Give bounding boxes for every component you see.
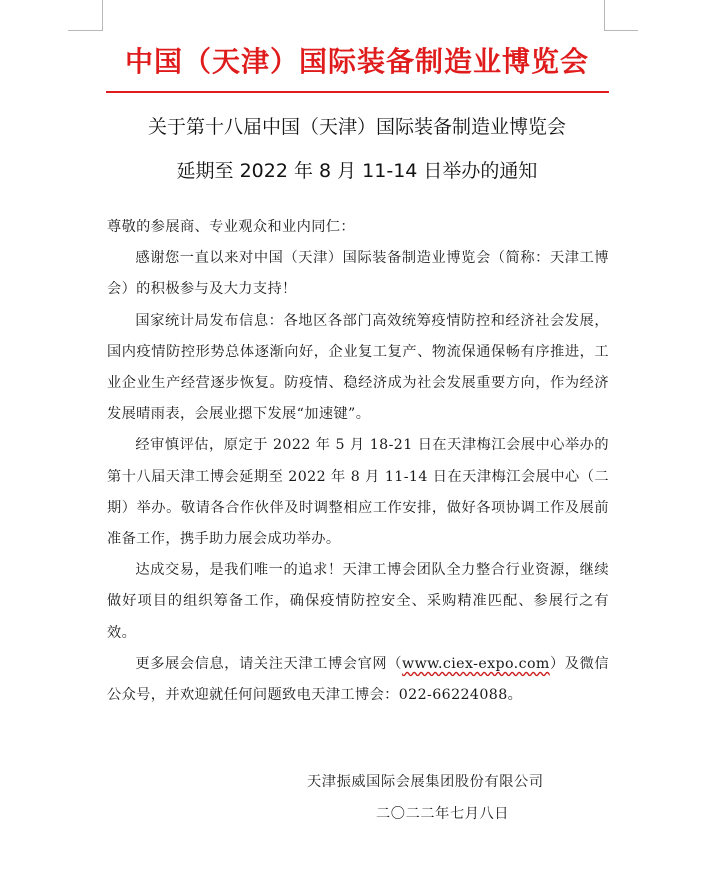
salutation: 尊敬的参展商、专业观众和业内同仁： [107,219,355,235]
signature-company: 天津振威国际会展集团股份有限公司 [307,774,544,790]
crop-mark [102,0,103,31]
contact-text-after: ）及微信公众号，并欢迎就任何问题致电天津工博会：022-66224088。 [107,655,610,704]
crop-mark [68,30,102,31]
website-link[interactable]: www.ciex-expo.com [402,655,550,672]
paragraph-contact [107,649,609,711]
paragraph-background: 国家统计局发布信息：各地区各部门高效统筹疫情防控和经济社会发展，国内疫情防控形势总体逐渐向好，企业复工复产、物流保通保畅有序推进，工业企业生产经营逐步恢复。防疫情、稳经济成为社会发展重要方向，作为经济发展晴雨表，会展业摁下发展“加速键”。 [107,312,609,423]
notice-body [107,212,609,711]
paragraph-commitment: 达成交易，是我们唯一的追求！天津工博会团队全力整合行业资源，继续做好项目的组织筹备工作，确保疫情防控安全、采购精准匹配、参展行之有效。 [107,562,609,641]
org-title: 中国（天津）国际装备制造业博览会 [124,45,589,78]
paragraph-thanks: 感谢您一直以来对中国（天津）国际装备制造业博览会（简称：天津工博会）的积极参与及大力支持！ [107,250,609,298]
title-divider [106,91,609,93]
notice-title-line2: 延期至 2022 年 8 月 11-14 日举办的通知 [176,160,538,182]
crop-mark [604,0,605,31]
signature-date: 二〇二二年七月八日 [376,806,510,822]
paragraph-postponement: 经审慎评估，原定于 2022 年 5 月 18-21 日在天津梅江会展中心举办的第十八届天津工博会延期至 2022 年 8 月 11-14 日在天津梅江会展中心（二期）举办。敬请各合作伙伴及时调整相应工作安排，做好各项协调工作及展前准备工作，携手助力展会成功举办。 [107,437,609,548]
contact-text-before: 更多展会信息，请关注天津工博会官网（ [135,655,403,672]
notice-title-line1: 关于第十八届中国（天津）国际装备制造业博览会 [147,116,566,138]
crop-mark [604,30,638,31]
